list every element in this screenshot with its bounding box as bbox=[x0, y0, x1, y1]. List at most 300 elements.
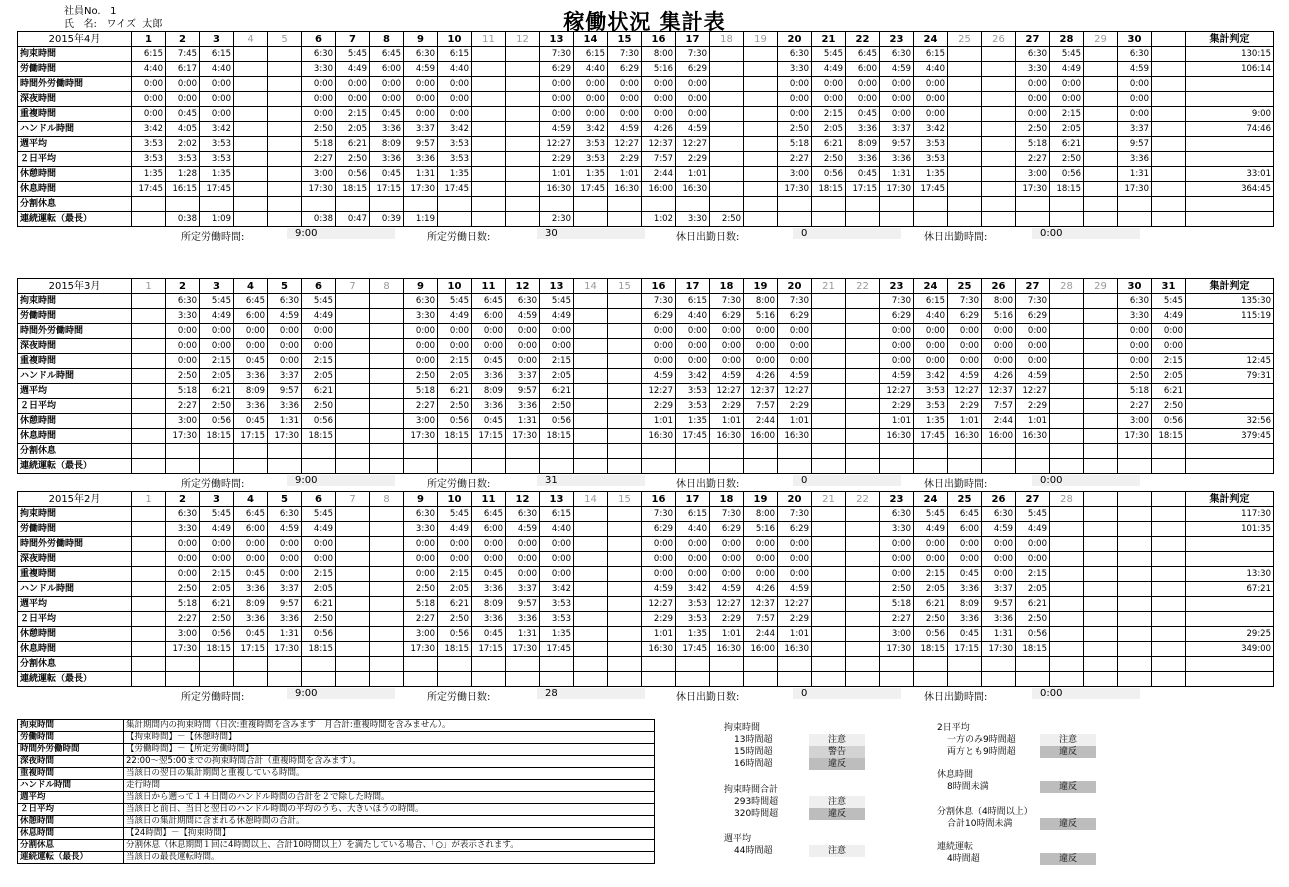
table-cell: 0:56 bbox=[540, 414, 574, 429]
table-cell bbox=[1050, 369, 1084, 384]
table-cell: 0:00 bbox=[302, 324, 336, 339]
table-cell bbox=[370, 197, 404, 212]
table-cell bbox=[1152, 77, 1186, 92]
table-cell bbox=[812, 324, 846, 339]
day-header: 23 bbox=[880, 279, 914, 294]
table-cell: 5:45 bbox=[200, 294, 234, 309]
table-cell: 6:30 bbox=[404, 507, 438, 522]
total-cell bbox=[1186, 552, 1274, 567]
table-cell: 0:00 bbox=[268, 354, 302, 369]
day-header: 16 bbox=[642, 32, 676, 47]
table-cell: 3:36 bbox=[234, 369, 268, 384]
table-cell bbox=[846, 597, 880, 612]
table-cell: 2:50 bbox=[200, 399, 234, 414]
table-cell: 5:45 bbox=[1050, 47, 1084, 62]
table-cell bbox=[1118, 597, 1152, 612]
table-cell: 6:21 bbox=[1016, 597, 1050, 612]
table-cell: 4:59 bbox=[268, 309, 302, 324]
summary-label: 所定労働日数: bbox=[427, 232, 491, 243]
total-header: 集計判定 bbox=[1186, 32, 1274, 47]
table-cell: 16:30 bbox=[948, 429, 982, 444]
table-cell bbox=[710, 77, 744, 92]
table-cell: 17:30 bbox=[880, 642, 914, 657]
table-cell bbox=[370, 339, 404, 354]
table-cell bbox=[574, 212, 608, 227]
table-cell bbox=[744, 212, 778, 227]
table-cell: 2:05 bbox=[438, 582, 472, 597]
table-cell bbox=[132, 567, 166, 582]
threshold-title-text: 拘束時間 bbox=[724, 723, 761, 733]
table-cell bbox=[812, 384, 846, 399]
summary-label: 所定労働日数: bbox=[427, 479, 491, 490]
table-cell bbox=[982, 212, 1016, 227]
table-cell: 3:53 bbox=[438, 137, 472, 152]
table-cell bbox=[948, 657, 982, 672]
table-cell: 3:42 bbox=[132, 122, 166, 137]
table-cell: 0:00 bbox=[336, 77, 370, 92]
total-cell bbox=[1186, 597, 1274, 612]
table-cell: 0:00 bbox=[370, 77, 404, 92]
day-header: 20 bbox=[778, 279, 812, 294]
table-cell: 0:00 bbox=[200, 339, 234, 354]
day-header: 6 bbox=[302, 279, 336, 294]
table-cell bbox=[336, 567, 370, 582]
day-header: 10 bbox=[438, 492, 472, 507]
table-cell bbox=[1050, 339, 1084, 354]
table-cell bbox=[608, 212, 642, 227]
table-cell: 9:57 bbox=[1118, 137, 1152, 152]
table-cell: 0:00 bbox=[166, 92, 200, 107]
table-cell: 7:30 bbox=[948, 294, 982, 309]
table-cell: 2:27 bbox=[302, 152, 336, 167]
table-cell bbox=[1084, 47, 1118, 62]
threshold-level-badge: 違反 bbox=[1040, 853, 1096, 865]
table-cell bbox=[234, 672, 268, 687]
table-cell bbox=[506, 152, 540, 167]
table-cell bbox=[812, 197, 846, 212]
table-cell: 8:00 bbox=[744, 507, 778, 522]
table-cell: 6:15 bbox=[574, 47, 608, 62]
table-cell bbox=[744, 182, 778, 197]
table-cell: 3:36 bbox=[472, 612, 506, 627]
table-cell: 0:00 bbox=[880, 107, 914, 122]
table-cell bbox=[1118, 582, 1152, 597]
table-cell: 0:00 bbox=[948, 324, 982, 339]
table-cell: 6:29 bbox=[778, 522, 812, 537]
table-cell: 3:53 bbox=[914, 399, 948, 414]
table-cell bbox=[370, 429, 404, 444]
table-cell: 9:57 bbox=[982, 597, 1016, 612]
day-header: 16 bbox=[642, 492, 676, 507]
table-cell: 1:01 bbox=[540, 167, 574, 182]
table-cell: 17:15 bbox=[234, 429, 268, 444]
table-cell: 1:35 bbox=[540, 627, 574, 642]
threshold-level-badge: 違反 bbox=[809, 758, 865, 770]
table-cell: 1:35 bbox=[132, 167, 166, 182]
table-cell bbox=[132, 444, 166, 459]
table-row bbox=[18, 47, 1274, 62]
table-cell: 3:53 bbox=[200, 152, 234, 167]
total-cell bbox=[1186, 444, 1274, 459]
table-cell bbox=[1050, 324, 1084, 339]
table-cell bbox=[744, 62, 778, 77]
table-cell bbox=[846, 522, 880, 537]
table-cell bbox=[1084, 582, 1118, 597]
total-cell bbox=[1186, 384, 1274, 399]
table-cell: 3:37 bbox=[268, 582, 302, 597]
table-cell: 3:00 bbox=[166, 627, 200, 642]
table-cell: 18:15 bbox=[336, 182, 370, 197]
table-cell: 3:37 bbox=[880, 122, 914, 137]
table-cell bbox=[710, 122, 744, 137]
table-cell: 6:00 bbox=[472, 522, 506, 537]
table-cell bbox=[472, 152, 506, 167]
table-cell: 6:30 bbox=[982, 507, 1016, 522]
table-cell bbox=[1050, 294, 1084, 309]
table-cell bbox=[234, 62, 268, 77]
table-cell: 6:30 bbox=[506, 507, 540, 522]
table-cell: 6:30 bbox=[1118, 294, 1152, 309]
day-header: 26 bbox=[982, 492, 1016, 507]
table-cell: 0:45 bbox=[846, 167, 880, 182]
table-cell bbox=[404, 657, 438, 672]
table-cell: 16:30 bbox=[642, 429, 676, 444]
table-cell: 2:05 bbox=[302, 369, 336, 384]
table-cell: 0:00 bbox=[302, 339, 336, 354]
threshold-list-2 bbox=[937, 722, 1137, 865]
table-cell bbox=[370, 537, 404, 552]
table-cell bbox=[710, 62, 744, 77]
table-cell: 3:53 bbox=[676, 399, 710, 414]
table-cell bbox=[914, 197, 948, 212]
table-cell bbox=[1084, 152, 1118, 167]
table-cell: 8:00 bbox=[982, 294, 1016, 309]
table-cell: 0:00 bbox=[744, 537, 778, 552]
table-cell bbox=[132, 429, 166, 444]
table-cell: 17:30 bbox=[302, 182, 336, 197]
day-header: 8 bbox=[370, 492, 404, 507]
table-cell: 1:28 bbox=[166, 167, 200, 182]
table-cell bbox=[336, 597, 370, 612]
table-cell: 1:31 bbox=[268, 414, 302, 429]
table-cell: 0:00 bbox=[642, 107, 676, 122]
table-cell bbox=[574, 369, 608, 384]
table-cell: 2:15 bbox=[1152, 354, 1186, 369]
table-cell: 1:31 bbox=[1118, 167, 1152, 182]
table-cell: 8:09 bbox=[846, 137, 880, 152]
table-cell bbox=[744, 107, 778, 122]
threshold-item bbox=[724, 845, 894, 857]
table-cell bbox=[574, 414, 608, 429]
table-cell: 2:27 bbox=[880, 612, 914, 627]
table-cell: 0:00 bbox=[914, 354, 948, 369]
day-header: 24 bbox=[914, 32, 948, 47]
table-cell: 0:00 bbox=[676, 354, 710, 369]
table-cell bbox=[370, 399, 404, 414]
threshold-condition: 13時間超 bbox=[734, 735, 773, 745]
table-cell bbox=[472, 137, 506, 152]
table-cell bbox=[812, 339, 846, 354]
table-cell: 17:30 bbox=[404, 429, 438, 444]
table-cell: 2:05 bbox=[302, 582, 336, 597]
threshold-condition: 293時間超 bbox=[734, 797, 779, 807]
legend-row bbox=[18, 744, 655, 756]
table-cell bbox=[336, 309, 370, 324]
table-cell bbox=[506, 459, 540, 474]
row-label: 重複時間 bbox=[18, 107, 132, 122]
table-cell bbox=[982, 137, 1016, 152]
table-cell bbox=[1152, 612, 1186, 627]
table-cell: 0:00 bbox=[302, 107, 336, 122]
table-cell: 0:56 bbox=[914, 627, 948, 642]
table-cell: 2:02 bbox=[166, 137, 200, 152]
table-cell: 1:35 bbox=[914, 414, 948, 429]
table-cell bbox=[1050, 567, 1084, 582]
day-header bbox=[1118, 492, 1152, 507]
day-header: 19 bbox=[744, 492, 778, 507]
total-cell bbox=[1186, 324, 1274, 339]
table-cell bbox=[880, 657, 914, 672]
table-cell bbox=[1016, 212, 1050, 227]
summary-value: 0 bbox=[793, 475, 901, 486]
table-cell: 5:45 bbox=[302, 507, 336, 522]
legend-row bbox=[18, 780, 655, 792]
legend-description: 当該日の最長運転時間。 bbox=[124, 852, 655, 864]
table-cell: 0:00 bbox=[744, 552, 778, 567]
employee-number: 社員No. 1 bbox=[64, 6, 117, 17]
day-header: 5 bbox=[268, 279, 302, 294]
table-cell: 0:00 bbox=[710, 354, 744, 369]
table-cell bbox=[268, 152, 302, 167]
row-label: 時間外労働時間 bbox=[18, 324, 132, 339]
table-cell: 0:56 bbox=[336, 167, 370, 182]
table-cell: 6:30 bbox=[506, 294, 540, 309]
table-cell: 1:01 bbox=[948, 414, 982, 429]
table-cell: 4:59 bbox=[268, 522, 302, 537]
table-cell: 0:56 bbox=[302, 414, 336, 429]
table-cell: 0:00 bbox=[404, 354, 438, 369]
table-cell bbox=[132, 672, 166, 687]
day-header: 23 bbox=[880, 32, 914, 47]
table-cell: 0:00 bbox=[1016, 324, 1050, 339]
table-cell: 1:02 bbox=[642, 212, 676, 227]
table-cell bbox=[744, 167, 778, 182]
legend-term: 労働時間 bbox=[18, 732, 124, 744]
table-cell bbox=[812, 507, 846, 522]
table-cell bbox=[302, 672, 336, 687]
table-row bbox=[18, 182, 1274, 197]
threshold-item bbox=[724, 734, 894, 746]
table-cell bbox=[608, 309, 642, 324]
table-cell: 3:36 bbox=[234, 582, 268, 597]
threshold-list-1 bbox=[724, 722, 894, 857]
table-cell: 4:49 bbox=[302, 309, 336, 324]
row-label: ハンドル時間 bbox=[18, 122, 132, 137]
threshold-item bbox=[724, 808, 894, 820]
table-cell: 0:00 bbox=[472, 324, 506, 339]
table-cell bbox=[370, 459, 404, 474]
table-cell bbox=[1118, 522, 1152, 537]
table-cell: 9:57 bbox=[404, 137, 438, 152]
table-cell bbox=[268, 657, 302, 672]
table-cell bbox=[812, 537, 846, 552]
table-cell: 0:00 bbox=[744, 354, 778, 369]
table-row bbox=[18, 459, 1274, 474]
table-cell bbox=[744, 92, 778, 107]
day-header: 2 bbox=[166, 492, 200, 507]
total-cell: 12:45 bbox=[1186, 354, 1274, 369]
table-cell: 3:53 bbox=[200, 137, 234, 152]
table-cell bbox=[472, 182, 506, 197]
table-cell: 0:47 bbox=[336, 212, 370, 227]
legend-row bbox=[18, 756, 655, 768]
table-cell: 3:30 bbox=[166, 309, 200, 324]
table-cell bbox=[812, 522, 846, 537]
total-cell: 117:30 bbox=[1186, 507, 1274, 522]
table-cell: 2:50 bbox=[1016, 122, 1050, 137]
table-row bbox=[18, 414, 1274, 429]
table-cell bbox=[574, 507, 608, 522]
row-label: 拘束時間 bbox=[18, 294, 132, 309]
legend-description: 集計期間内の拘束時間（日次:重複時間を含みます 月合計:重複時間を含みません）。 bbox=[124, 720, 655, 732]
day-header: 12 bbox=[506, 279, 540, 294]
month-label: 2015年4月 bbox=[18, 32, 132, 47]
table-cell bbox=[1084, 62, 1118, 77]
table-cell: 0:00 bbox=[132, 77, 166, 92]
table-cell: 0:00 bbox=[1118, 324, 1152, 339]
table-cell: 12:27 bbox=[676, 137, 710, 152]
table-cell bbox=[336, 197, 370, 212]
table-cell: 12:37 bbox=[744, 384, 778, 399]
day-header: 17 bbox=[676, 279, 710, 294]
table-cell bbox=[1084, 369, 1118, 384]
table-cell: 6:45 bbox=[472, 507, 506, 522]
table-cell: 18:15 bbox=[200, 429, 234, 444]
table-cell bbox=[540, 444, 574, 459]
threshold-title bbox=[724, 833, 894, 845]
table-cell bbox=[1050, 657, 1084, 672]
table-cell: 2:27 bbox=[404, 399, 438, 414]
table-cell: 2:15 bbox=[1016, 567, 1050, 582]
table-cell: 0:00 bbox=[404, 537, 438, 552]
table-cell: 0:00 bbox=[778, 339, 812, 354]
table-cell: 0:00 bbox=[1016, 339, 1050, 354]
table-cell: 4:59 bbox=[506, 309, 540, 324]
table-cell: 0:00 bbox=[710, 537, 744, 552]
table-cell bbox=[812, 627, 846, 642]
row-label: 時間外労働時間 bbox=[18, 537, 132, 552]
table-cell: 0:00 bbox=[982, 552, 1016, 567]
table-cell bbox=[608, 414, 642, 429]
table-cell: 2:29 bbox=[642, 612, 676, 627]
table-cell: 0:00 bbox=[676, 77, 710, 92]
table-cell bbox=[472, 47, 506, 62]
table-cell bbox=[812, 309, 846, 324]
table-cell bbox=[472, 92, 506, 107]
table-cell: 3:42 bbox=[914, 122, 948, 137]
table-cell bbox=[370, 384, 404, 399]
table-cell bbox=[1084, 122, 1118, 137]
day-header: 6 bbox=[302, 492, 336, 507]
table-cell: 17:30 bbox=[506, 429, 540, 444]
table-cell: 7:30 bbox=[1016, 294, 1050, 309]
total-cell bbox=[1186, 612, 1274, 627]
table-cell: 2:29 bbox=[608, 152, 642, 167]
table-cell: 12:37 bbox=[744, 597, 778, 612]
table-cell bbox=[1050, 507, 1084, 522]
table-cell: 2:05 bbox=[1152, 369, 1186, 384]
table-cell bbox=[1118, 627, 1152, 642]
table-cell bbox=[1152, 122, 1186, 137]
row-label: 週平均 bbox=[18, 384, 132, 399]
table-cell bbox=[200, 444, 234, 459]
row-label: 連続運転（最長） bbox=[18, 459, 132, 474]
table-cell: 2:15 bbox=[200, 567, 234, 582]
table-cell: 4:49 bbox=[1050, 62, 1084, 77]
table-cell bbox=[1152, 182, 1186, 197]
table-cell bbox=[234, 444, 268, 459]
day-header: 18 bbox=[710, 492, 744, 507]
table-cell bbox=[268, 47, 302, 62]
table-cell bbox=[1152, 197, 1186, 212]
table-cell: 1:31 bbox=[404, 167, 438, 182]
day-header: 4 bbox=[234, 32, 268, 47]
threshold-title bbox=[724, 784, 894, 796]
table-cell bbox=[1016, 444, 1050, 459]
table-cell bbox=[506, 77, 540, 92]
table-cell bbox=[1016, 672, 1050, 687]
day-header bbox=[1152, 32, 1186, 47]
table-cell bbox=[268, 122, 302, 137]
table-cell bbox=[1084, 309, 1118, 324]
table-cell: 0:00 bbox=[166, 339, 200, 354]
table-cell: 4:49 bbox=[438, 309, 472, 324]
day-header: 25 bbox=[948, 32, 982, 47]
table-cell: 0:00 bbox=[982, 537, 1016, 552]
table-cell: 0:45 bbox=[472, 414, 506, 429]
threshold-title-text: 2日平均 bbox=[937, 723, 970, 733]
table-cell: 6:30 bbox=[1118, 47, 1152, 62]
table-cell bbox=[370, 567, 404, 582]
table-cell: 0:45 bbox=[948, 627, 982, 642]
table-cell: 17:30 bbox=[1118, 182, 1152, 197]
table-cell: 0:00 bbox=[642, 77, 676, 92]
table-cell: 3:53 bbox=[540, 612, 574, 627]
table-cell bbox=[336, 552, 370, 567]
table-row bbox=[18, 294, 1274, 309]
table-cell: 0:56 bbox=[200, 414, 234, 429]
table-cell bbox=[540, 672, 574, 687]
table-cell: 18:15 bbox=[1016, 642, 1050, 657]
legend-term: 拘束時間 bbox=[18, 720, 124, 732]
day-header: 27 bbox=[1016, 279, 1050, 294]
table-cell bbox=[268, 672, 302, 687]
summary-value: 0:00 bbox=[1032, 228, 1140, 239]
total-cell bbox=[1186, 152, 1274, 167]
table-cell bbox=[1152, 672, 1186, 687]
threshold-item bbox=[937, 734, 1137, 746]
table-cell: 3:30 bbox=[1016, 62, 1050, 77]
table-cell bbox=[1118, 672, 1152, 687]
table-cell: 6:21 bbox=[438, 597, 472, 612]
table-cell: 18:15 bbox=[540, 429, 574, 444]
table-cell: 4:59 bbox=[1016, 369, 1050, 384]
table-cell: 17:45 bbox=[914, 182, 948, 197]
day-header: 22 bbox=[846, 279, 880, 294]
table-cell: 3:00 bbox=[880, 627, 914, 642]
day-header: 16 bbox=[642, 279, 676, 294]
table-cell: 3:53 bbox=[574, 137, 608, 152]
